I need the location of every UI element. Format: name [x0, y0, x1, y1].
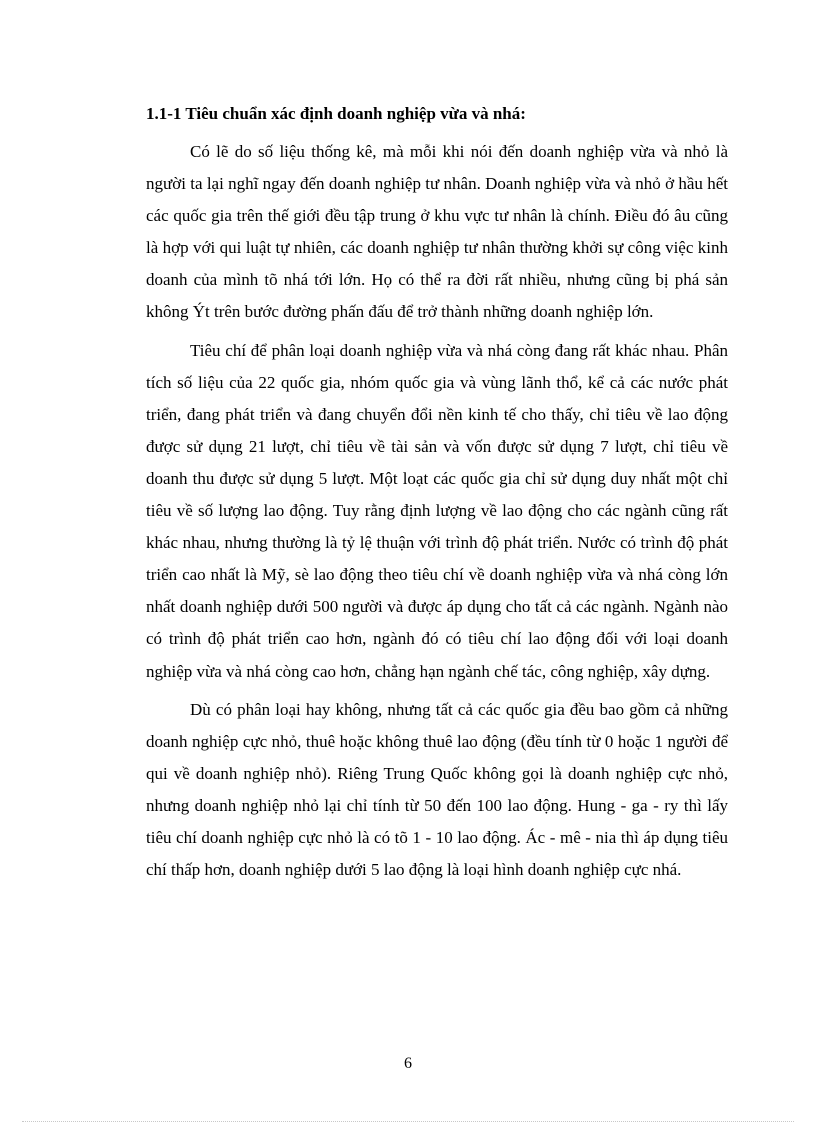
paragraph-1: Có lẽ do số liệu thống kê, mà mỗi khi nói đến doanh nghiệp vừa và nhỏ là người ta lại nghĩ ngay đến doanh nghiệp tư nhân. Doanh nghiệp vừa và nhỏ ở hầu hết các quốc gia trên thế giới đều tập trung ở khu vực tư nhân là chính. Điều đó âu cũng là hợp với qui luật tự nhiên, các doanh nghiệp tư nhân thường khởi sự công việc kinh doanh của mình tõ nhá tới lớn. Họ có thể ra đời rất nhiều, nhưng cũng bị phá sản không Ýt trên bước đường phấn đấu để trở thành những doanh nghiệp lớn.	[146, 142, 728, 322]
paragraph-3: Dù có phân loại hay không, nhưng tất cả các quốc gia đều bao gồm cả những doanh nghiệp cực nhỏ, thuê hoặc không thuê lao động (đều tính từ 0 hoặc 1 người để qui về doanh nghiệp nhỏ). Riêng Trung Quốc không gọi là doanh nghiệp cực nhỏ, nhưng doanh nghiệp nhỏ lại chỉ tính từ 50 đến 100 lao động. Hung - ga - ry thì lấy tiêu chí doanh nghiệp cực nhỏ là có tõ 1 - 10 lao động. Ác - mê - nia thì áp dụng tiêu chí thấp hơn, doanh nghiệp dưới 5 lao động là loại hình doanh nghiệp cực nhá.	[146, 699, 728, 880]
section-heading: 1.1-1 Tiêu chuẩn xác định doanh nghiệp vừa và nhá:	[146, 104, 526, 123]
paragraph-2: Tiêu chí để phân loại doanh nghiệp vừa và nhá còng đang rất khác nhau. Phân tích số liệu của 22 quốc gia, nhóm quốc gia và vùng lãnh thổ, kể cả các nước phát triển, đang phát triển và đang chuyển đổi nền kinh tế cho thấy, chỉ tiêu về lao động được sử dụng 21 lượt, chỉ tiêu về tài sản và vốn được sử dụng 7 lượt, chỉ tiêu về doanh thu được sử dụng 5 lượt. Một loạt các quốc gia chỉ sử dụng duy nhất một chỉ tiêu về số lượng lao động. Tuy rằng định lượng về lao động cho các ngành cũng rất khác nhau, nhưng thường là tỷ lệ thuận với trình độ phát triển. Nước có trình độ phát triển cao nhất là Mỹ, sè lao động theo tiêu chí về doanh nghiệp vừa và nhá còng lớn nhất doanh nghiệp dưới 500 người và được áp dụng cho tất cả các ngành. Ngành nào có trình độ phát triển cao hơn, ngành đó có tiêu chí lao động đối với loại doanh nghiệp vừa và nhá còng cao hơn, chẳng hạn ngành chế tác, công nghiệp, xây dựng.	[146, 340, 728, 681]
page-bottom-divider	[22, 1121, 794, 1122]
page-number: 6	[404, 1055, 412, 1072]
document-body	[146, 103, 728, 892]
